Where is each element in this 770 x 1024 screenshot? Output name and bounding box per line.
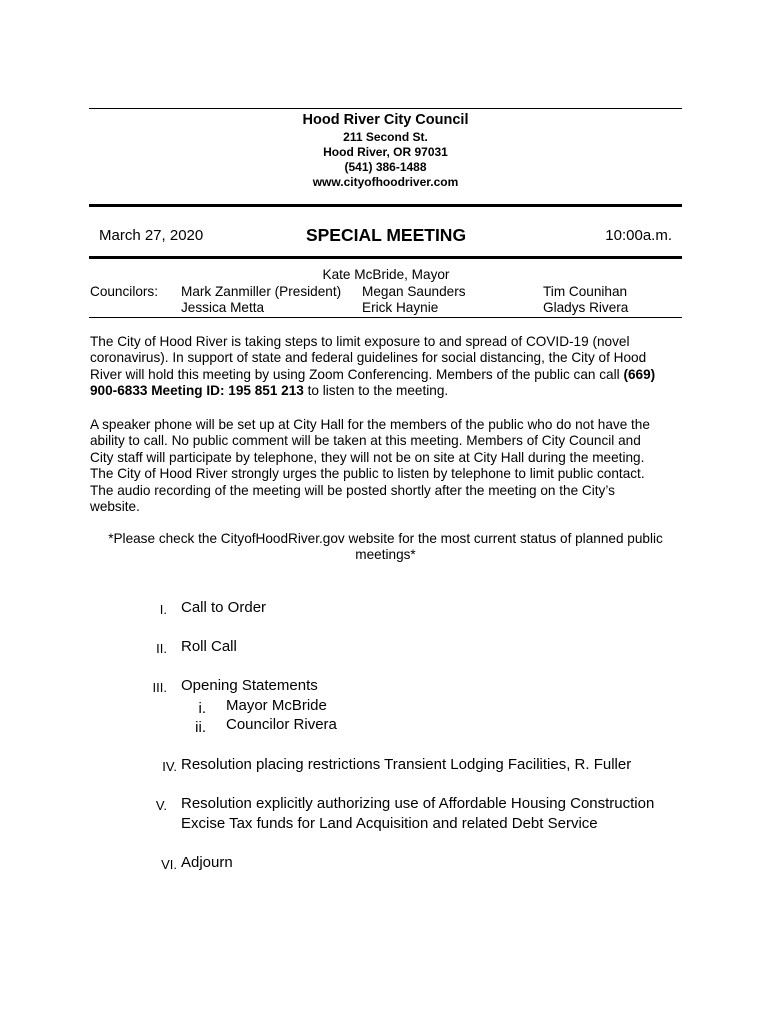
agenda-item-text: Resolution placing restrictions Transient Lodging Facilities, R. Fuller (181, 756, 632, 773)
org-name: Hood River City Council (302, 112, 469, 128)
agenda-item-text: Opening Statements (181, 677, 318, 694)
agenda-numeral: I. (159, 602, 167, 617)
councilor-name: Gladys Rivera (543, 300, 629, 315)
agenda-item-text: Call to Order (181, 599, 267, 616)
councilors-label: Councilors: (90, 284, 158, 299)
notice-line: coronavirus). In support of state and federal guidelines for social distancing, the City of Hood (90, 350, 647, 366)
notice-line: The audio recording of the meeting will be posted shortly after the meeting on the City’s (90, 482, 615, 498)
notice-line: River will hold this meeting by using Zoom Conferencing. Members of the public can call (669) (90, 366, 656, 382)
notice-line: City staff will participate by telephone, they will not be on site at City Hall during the meeting. (90, 449, 645, 465)
councilor-name: Tim Counihan (543, 284, 628, 299)
notice-line: website. (90, 499, 140, 515)
notice-line: 900-6833 Meeting ID: 195 851 213 to listen to the meeting. (90, 383, 449, 399)
top-rule (89, 108, 682, 109)
phone-number: (541) 386-1488 (344, 160, 427, 174)
agenda-sub-numeral: i. (198, 700, 206, 717)
notice-paragraph-speakerphone (90, 417, 690, 515)
councilor-name: Jessica Metta (181, 300, 265, 315)
councilor-name: Mark Zanmiller (President) (181, 284, 342, 299)
notice-line: A speaker phone will be set up at City Hall for the members of the public who do not have the (90, 417, 650, 432)
agenda-item-text: Roll Call (181, 638, 237, 655)
address-line-1: 211 Second St. (343, 130, 428, 144)
notice-line: The City of Hood River strongly urges the public to listen by telephone to limit public contact. (90, 466, 645, 482)
councilor-name: Megan Saunders (362, 284, 466, 299)
agenda-item-text: Resolution explicitly authorizing use of Affordable Housing Construction (181, 795, 655, 812)
agenda-item-text-continued: Excise Tax funds for Land Acquisition and related Debt Service (181, 815, 598, 832)
notice-line: meetings* (355, 547, 416, 563)
agenda-numeral: III. (152, 680, 167, 695)
meeting-bar-divider (89, 256, 682, 259)
notice-paragraph-covid (90, 334, 690, 400)
meeting-time: 10:00a.m. (605, 227, 672, 244)
address-line-2: Hood River, OR 97031 (323, 145, 448, 159)
notice-line: The City of Hood River is taking steps to limit exposure to and spread of COVID-19 (novel (90, 334, 630, 349)
agenda-numeral: VI. (161, 857, 177, 872)
agenda-sub-item-text: Mayor McBride (226, 697, 327, 714)
councilor-name: Erick Haynie (362, 300, 439, 315)
agenda-sub-item-text: Councilor Rivera (226, 716, 337, 733)
notice-line: ability to call. No public comment will be taken at this meeting. Members of City Council and (90, 433, 641, 449)
meeting-title: SPECIAL MEETING (305, 225, 467, 245)
header-divider (89, 204, 682, 207)
mayor-name: Kate McBride, Mayor (322, 267, 450, 282)
meeting-id: 900-6833 Meeting ID: 195 851 213 (90, 383, 304, 399)
notice-line: *Please check the CityofHoodRiver.gov website for the most current status of planned public (108, 531, 663, 546)
notice-website-note (89, 531, 682, 564)
agenda-item-text: Adjourn (181, 854, 233, 871)
dial-in-number: (669) (623, 366, 656, 382)
roster-divider (89, 317, 682, 318)
agenda-numeral: II. (156, 641, 167, 656)
meeting-date: March 27, 2020 (99, 227, 204, 244)
website-link: www.cityofhoodriver.com (312, 175, 459, 189)
agenda-numeral: IV. (162, 759, 177, 774)
agenda-numeral: V. (155, 798, 167, 813)
agenda-sub-numeral: ii. (195, 719, 206, 736)
